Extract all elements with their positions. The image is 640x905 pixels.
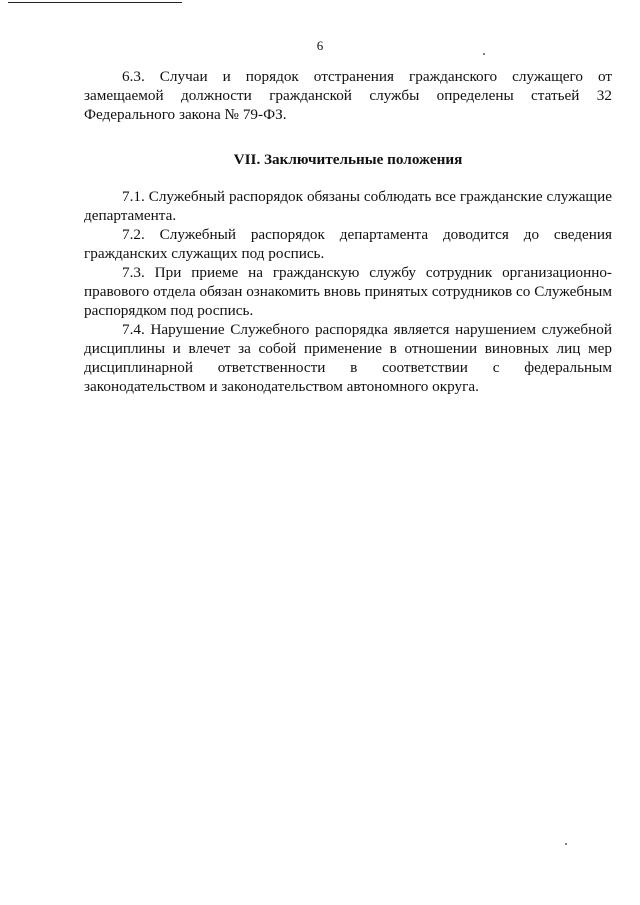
- document-body: [84, 67, 612, 396]
- paragraph-7-1: 7.1. Служебный распорядок обязаны соблюдать все гражданские служащие департамента.: [84, 188, 612, 224]
- scan-speck: [483, 53, 485, 55]
- scan-edge-line: [8, 2, 182, 3]
- paragraph-6-3: 6.3. Случаи и порядок отстранения гражданского служащего от замещаемой должности гражданской службы определены статьей 32 Федерального закона № 79-ФЗ.: [84, 68, 612, 123]
- paragraph-7-2: 7.2. Служебный распорядок департамента доводится до сведения гражданских служащих под роспись.: [84, 226, 612, 262]
- paragraph-7-3: 7.3. При приеме на гражданскую службу сотрудник организационно-правового отдела обязан ознакомить вновь принятых сотрудников со Служебным распорядком под роспись.: [84, 264, 612, 319]
- paragraph-7-4: 7.4. Нарушение Служебного распорядка является нарушением служебной дисциплины и влечет за собой применение в отношении виновных лиц мер дисциплинарной ответственности в соответствии с федеральным законодательством и законодательством автономного округа.: [84, 321, 612, 395]
- page-number: 6: [316, 38, 324, 53]
- scan-speck: [565, 843, 567, 845]
- section-heading: VII. Заключительные положения: [233, 151, 463, 168]
